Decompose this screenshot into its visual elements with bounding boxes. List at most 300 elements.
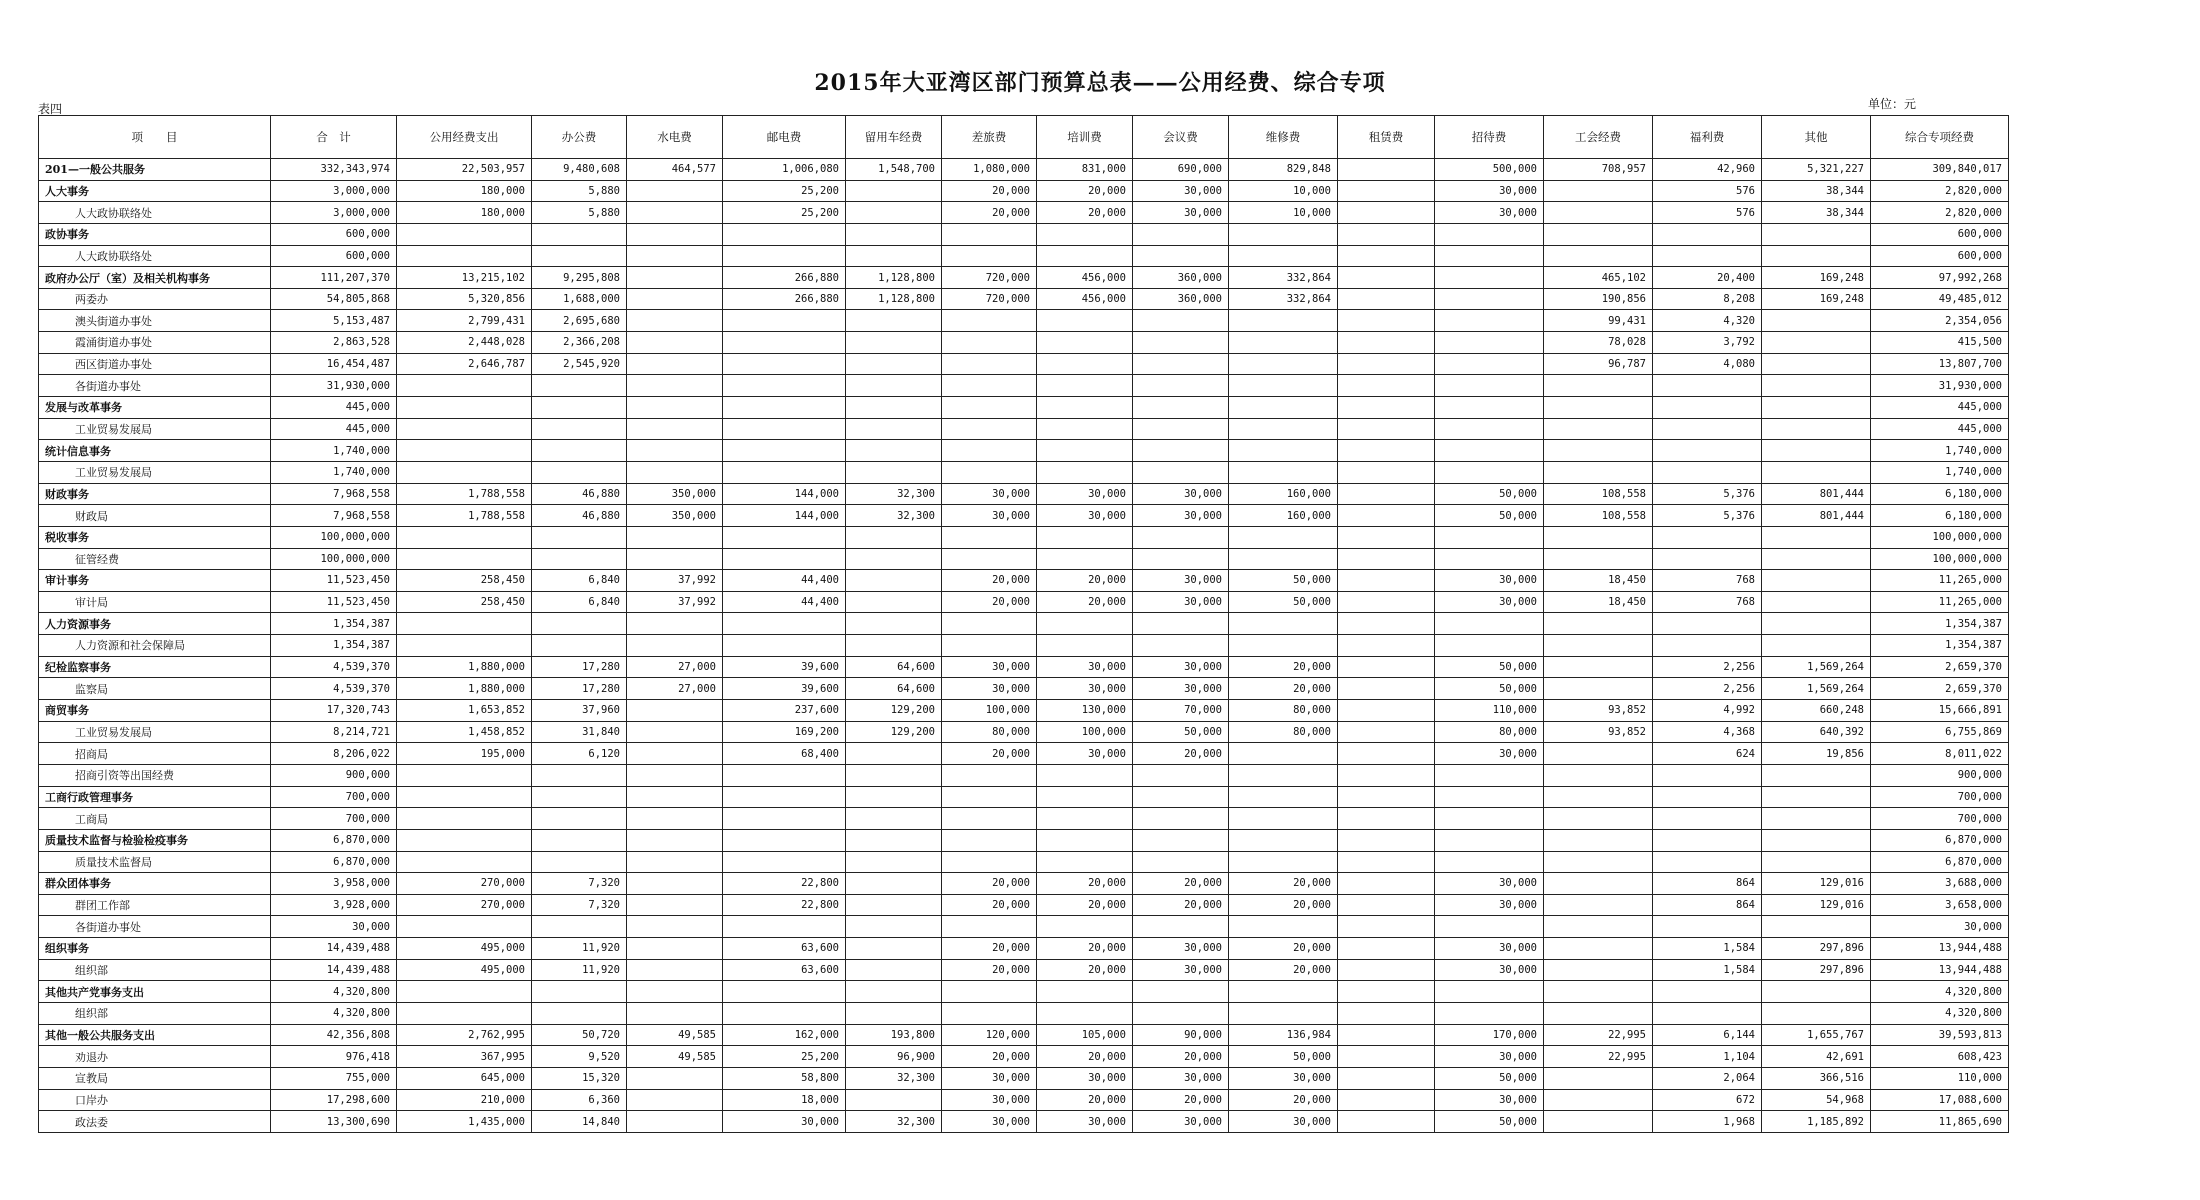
item-row	[39, 548, 2009, 570]
cell-value: 16,454,487	[271, 353, 397, 375]
cell-value	[1338, 635, 1435, 657]
cell-value	[1435, 764, 1544, 786]
cell-value: 32,300	[846, 505, 942, 527]
cell-value: 1,880,000	[397, 678, 532, 700]
cell-value	[1133, 526, 1229, 548]
row-label: 组织事务	[39, 938, 271, 960]
cell-value: 210,000	[397, 1089, 532, 1111]
column-header: 公用经费支出	[397, 116, 532, 159]
cell-value	[397, 548, 532, 570]
cell-value: 2,659,370	[1871, 678, 2009, 700]
cell-value: 2,256	[1653, 678, 1762, 700]
cell-value	[397, 245, 532, 267]
cell-value: 32,300	[846, 1111, 942, 1133]
cell-value	[1544, 851, 1653, 873]
cell-value: 7,968,558	[271, 505, 397, 527]
cell-value: 46,880	[532, 505, 627, 527]
cell-value: 755,000	[271, 1067, 397, 1089]
table-number: 表四	[38, 102, 63, 116]
cell-value: 195,000	[397, 743, 532, 765]
row-label: 两委办	[39, 288, 271, 310]
cell-value: 495,000	[397, 959, 532, 981]
cell-value: 30,000	[1435, 743, 1544, 765]
column-header: 其他	[1762, 116, 1871, 159]
cell-value	[723, 829, 846, 851]
row-label: 税收事务	[39, 526, 271, 548]
cell-value	[1338, 180, 1435, 202]
cell-value	[1229, 332, 1338, 354]
cell-value: 829,848	[1229, 159, 1338, 181]
cell-value	[1133, 375, 1229, 397]
cell-value	[1544, 894, 1653, 916]
cell-value: 1,569,264	[1762, 656, 1871, 678]
cell-value: 445,000	[271, 397, 397, 419]
cell-value: 25,200	[723, 1046, 846, 1068]
cell-value	[942, 223, 1037, 245]
column-header: 招待费	[1435, 116, 1544, 159]
cell-value	[723, 526, 846, 548]
cell-value: 700,000	[271, 808, 397, 830]
cell-value: 456,000	[1037, 267, 1133, 289]
cell-value: 20,000	[1037, 180, 1133, 202]
cell-value	[942, 764, 1037, 786]
cell-value: 20,000	[1229, 678, 1338, 700]
cell-value	[627, 938, 723, 960]
cell-value: 445,000	[1871, 418, 2009, 440]
category-row	[39, 938, 2009, 960]
cell-value	[1762, 332, 1871, 354]
cell-value	[1653, 397, 1762, 419]
cell-value: 30,000	[1435, 180, 1544, 202]
row-label: 霞涌街道办事处	[39, 332, 271, 354]
item-row	[39, 461, 2009, 483]
cell-value: 600,000	[271, 223, 397, 245]
category-row	[39, 873, 2009, 895]
item-row	[39, 743, 2009, 765]
cell-value	[1338, 808, 1435, 830]
cell-value	[1653, 764, 1762, 786]
cell-value	[1544, 548, 1653, 570]
cell-value: 20,000	[1037, 938, 1133, 960]
cell-value	[1229, 418, 1338, 440]
cell-value: 30,000	[1037, 1067, 1133, 1089]
cell-value: 3,792	[1653, 332, 1762, 354]
cell-value	[846, 223, 942, 245]
cell-value: 80,000	[1435, 721, 1544, 743]
cell-value	[1338, 353, 1435, 375]
cell-value: 30,000	[1133, 678, 1229, 700]
cell-value	[942, 375, 1037, 397]
cell-value: 30,000	[1037, 656, 1133, 678]
cell-value	[1544, 180, 1653, 202]
cell-value: 2,646,787	[397, 353, 532, 375]
cell-value	[532, 829, 627, 851]
cell-value	[723, 310, 846, 332]
cell-value: 169,248	[1762, 267, 1871, 289]
category-row	[39, 526, 2009, 548]
cell-value: 70,000	[1133, 700, 1229, 722]
cell-value: 129,016	[1762, 873, 1871, 895]
cell-value	[1653, 526, 1762, 548]
column-header: 培训费	[1037, 116, 1133, 159]
cell-value: 13,215,102	[397, 267, 532, 289]
cell-value	[1544, 656, 1653, 678]
cell-value	[1762, 375, 1871, 397]
cell-value	[627, 332, 723, 354]
cell-value: 110,000	[1871, 1067, 2009, 1089]
cell-value: 1,185,892	[1762, 1111, 1871, 1133]
cell-value	[1229, 440, 1338, 462]
cell-value: 6,120	[532, 743, 627, 765]
cell-value: 44,400	[723, 591, 846, 613]
cell-value: 20,000	[1133, 1046, 1229, 1068]
cell-value: 20,000	[1229, 894, 1338, 916]
cell-value: 20,000	[942, 938, 1037, 960]
cell-value	[723, 375, 846, 397]
cell-value: 1,740,000	[271, 440, 397, 462]
cell-value: 660,248	[1762, 700, 1871, 722]
cell-value	[1435, 548, 1544, 570]
cell-value	[1133, 353, 1229, 375]
cell-value: 20,000	[1133, 894, 1229, 916]
item-row	[39, 591, 2009, 613]
cell-value: 58,800	[723, 1067, 846, 1089]
row-label: 澳头街道办事处	[39, 310, 271, 332]
cell-value	[532, 916, 627, 938]
cell-value	[942, 635, 1037, 657]
cell-value	[1338, 743, 1435, 765]
cell-value	[846, 353, 942, 375]
cell-value: 64,600	[846, 678, 942, 700]
row-label: 组织部	[39, 1002, 271, 1024]
cell-value	[627, 808, 723, 830]
cell-value	[627, 613, 723, 635]
cell-value: 22,800	[723, 873, 846, 895]
cell-value	[723, 1002, 846, 1024]
cell-value: 170,000	[1435, 1024, 1544, 1046]
column-header: 租赁费	[1338, 116, 1435, 159]
cell-value	[1653, 461, 1762, 483]
cell-value: 1,740,000	[1871, 461, 2009, 483]
cell-value: 30,000	[1871, 916, 2009, 938]
cell-value: 640,392	[1762, 721, 1871, 743]
cell-value: 32,300	[846, 1067, 942, 1089]
cell-value	[532, 526, 627, 548]
cell-value: 30,000	[1133, 1067, 1229, 1089]
cell-value: 415,500	[1871, 332, 2009, 354]
cell-value: 129,016	[1762, 894, 1871, 916]
row-label: 人大政协联络处	[39, 202, 271, 224]
cell-value: 37,992	[627, 591, 723, 613]
cell-value: 22,995	[1544, 1046, 1653, 1068]
cell-value: 30,000	[942, 678, 1037, 700]
cell-value	[942, 829, 1037, 851]
cell-value: 80,000	[1229, 721, 1338, 743]
item-row	[39, 418, 2009, 440]
cell-value: 14,439,488	[271, 938, 397, 960]
cell-value	[942, 526, 1037, 548]
cell-value	[1229, 1002, 1338, 1024]
cell-value	[1544, 678, 1653, 700]
cell-value	[397, 635, 532, 657]
cell-value: 266,880	[723, 288, 846, 310]
cell-value: 6,840	[532, 591, 627, 613]
cell-value	[1229, 548, 1338, 570]
cell-value: 332,343,974	[271, 159, 397, 181]
cell-value: 68,400	[723, 743, 846, 765]
item-row	[39, 310, 2009, 332]
cell-value: 3,958,000	[271, 873, 397, 895]
cell-value: 31,840	[532, 721, 627, 743]
category-row	[39, 613, 2009, 635]
category-row	[39, 397, 2009, 419]
cell-value: 1,584	[1653, 959, 1762, 981]
cell-value: 64,600	[846, 656, 942, 678]
cell-value: 600,000	[1871, 245, 2009, 267]
cell-value: 3,000,000	[271, 180, 397, 202]
cell-value: 13,300,690	[271, 1111, 397, 1133]
cell-value	[627, 894, 723, 916]
row-label: 监察局	[39, 678, 271, 700]
cell-value	[1037, 461, 1133, 483]
cell-value: 11,920	[532, 938, 627, 960]
header-row	[39, 116, 2009, 159]
cell-value: 22,995	[1544, 1024, 1653, 1046]
item-row	[39, 1046, 2009, 1068]
document-title: 2015年大亚湾区部门预算总表——公用经费、综合专项	[814, 70, 1386, 96]
item-row	[39, 1089, 2009, 1111]
cell-value: 20,000	[1229, 656, 1338, 678]
row-label: 口岸办	[39, 1089, 271, 1111]
cell-value: 27,000	[627, 678, 723, 700]
cell-value	[1133, 786, 1229, 808]
cell-value	[1229, 375, 1338, 397]
cell-value	[532, 223, 627, 245]
cell-value	[1338, 613, 1435, 635]
cell-value	[846, 440, 942, 462]
cell-value: 624	[1653, 743, 1762, 765]
cell-value: 30,000	[1435, 1046, 1544, 1068]
cell-value	[1653, 851, 1762, 873]
cell-value: 11,265,000	[1871, 591, 2009, 613]
cell-value: 4,320,800	[271, 981, 397, 1003]
cell-value	[1338, 310, 1435, 332]
cell-value	[723, 440, 846, 462]
cell-value: 5,880	[532, 180, 627, 202]
cell-value: 270,000	[397, 894, 532, 916]
cell-value	[627, 245, 723, 267]
item-row	[39, 245, 2009, 267]
cell-value	[723, 808, 846, 830]
cell-value	[846, 829, 942, 851]
cell-value	[627, 267, 723, 289]
cell-value	[1435, 1002, 1544, 1024]
cell-value	[846, 375, 942, 397]
cell-value	[627, 764, 723, 786]
cell-value	[1338, 483, 1435, 505]
cell-value	[1653, 548, 1762, 570]
cell-value: 30,000	[1229, 1111, 1338, 1133]
cell-value	[532, 548, 627, 570]
cell-value: 7,968,558	[271, 483, 397, 505]
item-row	[39, 375, 2009, 397]
cell-value	[1338, 829, 1435, 851]
cell-value: 49,585	[627, 1024, 723, 1046]
cell-value: 1,104	[1653, 1046, 1762, 1068]
cell-value	[723, 635, 846, 657]
row-label: 宣教局	[39, 1067, 271, 1089]
cell-value	[846, 332, 942, 354]
cell-value: 6,180,000	[1871, 483, 2009, 505]
cell-value: 366,516	[1762, 1067, 1871, 1089]
cell-value	[1762, 764, 1871, 786]
cell-value: 144,000	[723, 505, 846, 527]
cell-value: 30,000	[1229, 1067, 1338, 1089]
cell-value	[1435, 375, 1544, 397]
cell-value: 50,000	[1435, 505, 1544, 527]
cell-value	[1338, 1046, 1435, 1068]
cell-value: 190,856	[1544, 288, 1653, 310]
cell-value	[1435, 288, 1544, 310]
cell-value: 15,666,891	[1871, 700, 2009, 722]
cell-value: 20,000	[1037, 1046, 1133, 1068]
cell-value: 30,000	[1037, 505, 1133, 527]
cell-value	[846, 526, 942, 548]
cell-value: 2,354,056	[1871, 310, 2009, 332]
cell-value: 17,320,743	[271, 700, 397, 722]
cell-value	[1338, 245, 1435, 267]
cell-value: 13,807,700	[1871, 353, 2009, 375]
cell-value: 367,995	[397, 1046, 532, 1068]
cell-value	[1435, 526, 1544, 548]
cell-value	[1435, 461, 1544, 483]
item-row	[39, 959, 2009, 981]
cell-value	[627, 1002, 723, 1024]
cell-value: 20,000	[1037, 591, 1133, 613]
cell-value	[1762, 1002, 1871, 1024]
cell-value	[1544, 613, 1653, 635]
cell-value: 169,200	[723, 721, 846, 743]
cell-value: 18,450	[1544, 570, 1653, 592]
cell-value: 576	[1653, 180, 1762, 202]
column-header: 综合专项经费	[1871, 116, 2009, 159]
cell-value	[627, 873, 723, 895]
cell-value: 1,128,800	[846, 267, 942, 289]
cell-value: 5,153,487	[271, 310, 397, 332]
cell-value	[846, 461, 942, 483]
cell-value	[942, 1002, 1037, 1024]
cell-value: 14,439,488	[271, 959, 397, 981]
cell-value: 2,545,920	[532, 353, 627, 375]
cell-value	[1435, 353, 1544, 375]
cell-value	[1338, 223, 1435, 245]
cell-value: 30,000	[1133, 570, 1229, 592]
cell-value: 465,102	[1544, 267, 1653, 289]
cell-value	[1037, 397, 1133, 419]
cell-value: 2,064	[1653, 1067, 1762, 1089]
cell-value	[1435, 245, 1544, 267]
cell-value	[846, 981, 942, 1003]
cell-value	[723, 397, 846, 419]
cell-value	[723, 916, 846, 938]
cell-value	[1229, 245, 1338, 267]
cell-value: 100,000,000	[1871, 548, 2009, 570]
cell-value	[1229, 743, 1338, 765]
cell-value: 50,000	[1229, 570, 1338, 592]
cell-value	[1544, 526, 1653, 548]
category-row	[39, 159, 2009, 181]
row-label: 工业贸易发展局	[39, 721, 271, 743]
cell-value: 31,930,000	[1871, 375, 2009, 397]
cell-value: 37,960	[532, 700, 627, 722]
cell-value	[942, 245, 1037, 267]
row-label: 各街道办事处	[39, 916, 271, 938]
cell-value: 30,000	[942, 1111, 1037, 1133]
cell-value	[532, 635, 627, 657]
cell-value: 20,000	[1229, 873, 1338, 895]
cell-value	[1338, 397, 1435, 419]
cell-value	[1338, 591, 1435, 613]
cell-value	[1133, 829, 1229, 851]
cell-value	[1037, 981, 1133, 1003]
cell-value: 20,000	[1037, 894, 1133, 916]
cell-value	[1338, 851, 1435, 873]
cell-value: 54,968	[1762, 1089, 1871, 1111]
row-label: 劝退办	[39, 1046, 271, 1068]
cell-value: 20,000	[942, 202, 1037, 224]
cell-value: 4,320	[1653, 310, 1762, 332]
cell-value: 831,000	[1037, 159, 1133, 181]
category-row	[39, 570, 2009, 592]
cell-value: 9,480,608	[532, 159, 627, 181]
cell-value	[1338, 873, 1435, 895]
cell-value: 30,000	[1037, 483, 1133, 505]
cell-value	[1762, 613, 1871, 635]
cell-value	[1544, 808, 1653, 830]
cell-value	[1338, 375, 1435, 397]
item-row	[39, 1111, 2009, 1133]
cell-value	[1435, 310, 1544, 332]
cell-value: 8,208	[1653, 288, 1762, 310]
cell-value: 5,376	[1653, 505, 1762, 527]
cell-value: 309,840,017	[1871, 159, 2009, 181]
cell-value	[1762, 245, 1871, 267]
cell-value: 169,248	[1762, 288, 1871, 310]
column-header: 留用车经费	[846, 116, 942, 159]
cell-value	[1653, 418, 1762, 440]
cell-value	[627, 743, 723, 765]
cell-value: 600,000	[1871, 223, 2009, 245]
cell-value: 20,000	[1133, 873, 1229, 895]
cell-value: 20,400	[1653, 267, 1762, 289]
cell-value: 30,000	[1133, 959, 1229, 981]
category-row	[39, 440, 2009, 462]
cell-value: 801,444	[1762, 483, 1871, 505]
cell-value	[723, 548, 846, 570]
cell-value	[1653, 808, 1762, 830]
cell-value: 237,600	[723, 700, 846, 722]
cell-value	[723, 418, 846, 440]
cell-value: 30,000	[942, 656, 1037, 678]
cell-value: 120,000	[942, 1024, 1037, 1046]
row-label: 纪检监察事务	[39, 656, 271, 678]
cell-value: 3,658,000	[1871, 894, 2009, 916]
cell-value	[723, 764, 846, 786]
cell-value: 3,000,000	[271, 202, 397, 224]
cell-value	[532, 981, 627, 1003]
cell-value: 93,852	[1544, 700, 1653, 722]
cell-value: 20,000	[1229, 938, 1338, 960]
